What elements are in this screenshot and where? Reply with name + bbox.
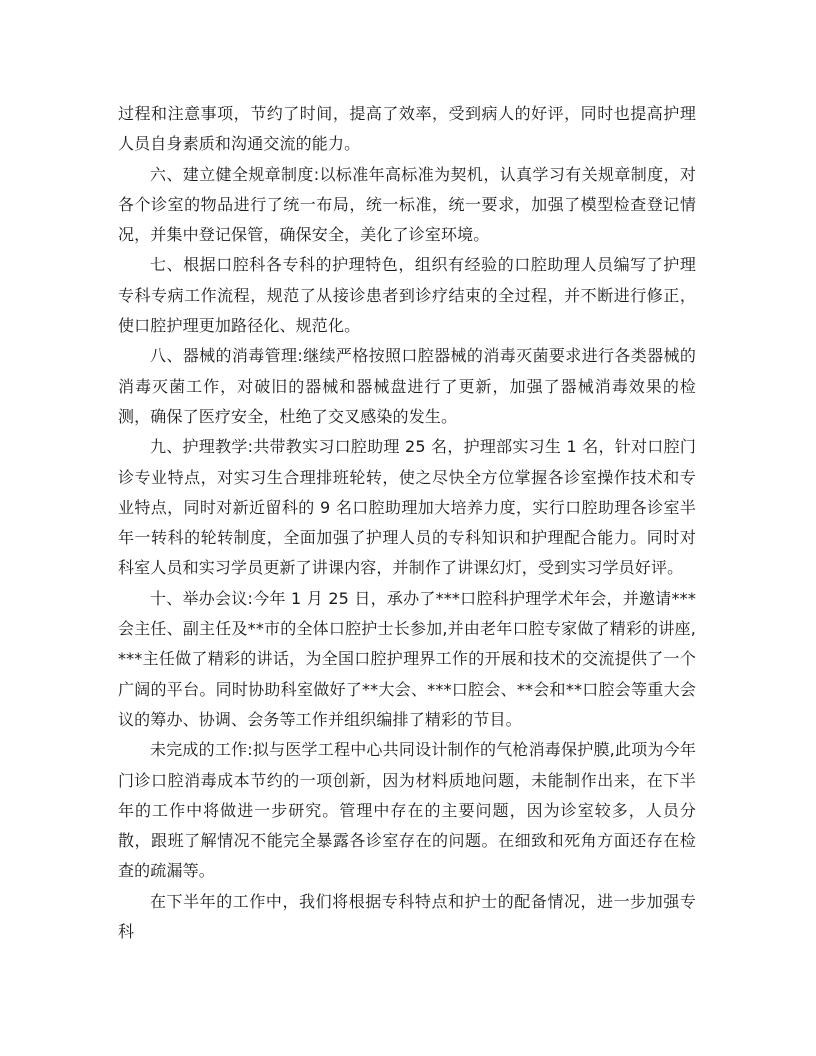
paragraph-nursing-teaching: 九、护理教学:共带教实习口腔助理 25 名，护理部实习生 1 名，针对口腔门诊专业特点，对实习生合理排班轮转，使之尽快全方位掌握各诊室操作技术和专业特点，同时对新近留科的 9 名口腔助理加大培养力度，实行口腔助理各诊室半年一转科的轮转制度，全面加强了护理人员的专科知识和护理配合能力。同时对科室人员和实习学员更新了讲课内容，并制作了讲课幻灯，受到实习学员好评。 — [118, 437, 696, 578]
paragraph-rules-system: 六、建立健全规章制度:以标准年高标准为契机，认真学习有关规章制度，对各个诊室的物品进行了统一布局，统一标准，统一要求，加强了模型检查登记情况，并集中登记保管，确保安全，美化了诊室环境。 — [118, 164, 696, 245]
paragraph-instrument-disinfection: 八、器械的消毒管理:继续严格按照口腔器械的消毒灭菌要求进行各类器械的消毒灭菌工作，对破旧的器械和器械盘进行了更新，加强了器械消毒效果的检测，确保了医疗安全，杜绝了交叉感染的发生。 — [118, 346, 696, 426]
paragraph-continuation: 过程和注意事项，节约了时间，提高了效率，受到病人的好评，同时也提高护理人员自身素质和沟通交流的能力。 — [118, 104, 696, 154]
paragraph-conferences: 十、举办会议:今年 1 月 25 日，承办了***口腔科护理学术年会，并邀请***会主任、副主任及**市的全体口腔护士长参加,并由老年口腔专家做了精彩的讲座,***主任做了精彩的讲话，为全国口腔护理界工作的开展和技术的交流提供了一个广阔的平台。同时协助科室做好了**大会、***口腔会、**会和**口腔会等重大会议的筹办、协调、会务等工作并组织编排了精彩的节目。 — [118, 588, 696, 729]
paragraph-unfinished-work: 未完成的工作:拟与医学工程中心共同设计制作的气枪消毒保护膜,此项为今年门诊口腔消毒成本节约的一项创新，因为材料质地问题，未能制作出来，在下半年的工作中将做进一步研究。管理中存在的主要问题，因为诊室较多，人员分散，跟班了解情况不能完全暴露各诊室存在的问题。在细致和死角方面还存在检查的疏漏等。 — [118, 740, 696, 881]
document-body — [118, 99, 696, 947]
paragraph-nursing-specialty: 七、根据口腔科各专科的护理特色，组织有经验的口腔助理人员编写了护理专科专病工作流程，规范了从接诊患者到诊疗结束的全过程，并不断进行修正，使口腔护理更加路径化、规范化。 — [118, 255, 696, 336]
paragraph-next-half-year: 在下半年的工作中，我们将根据专科特点和护士的配备情况，进一步加强专科 — [118, 891, 696, 942]
